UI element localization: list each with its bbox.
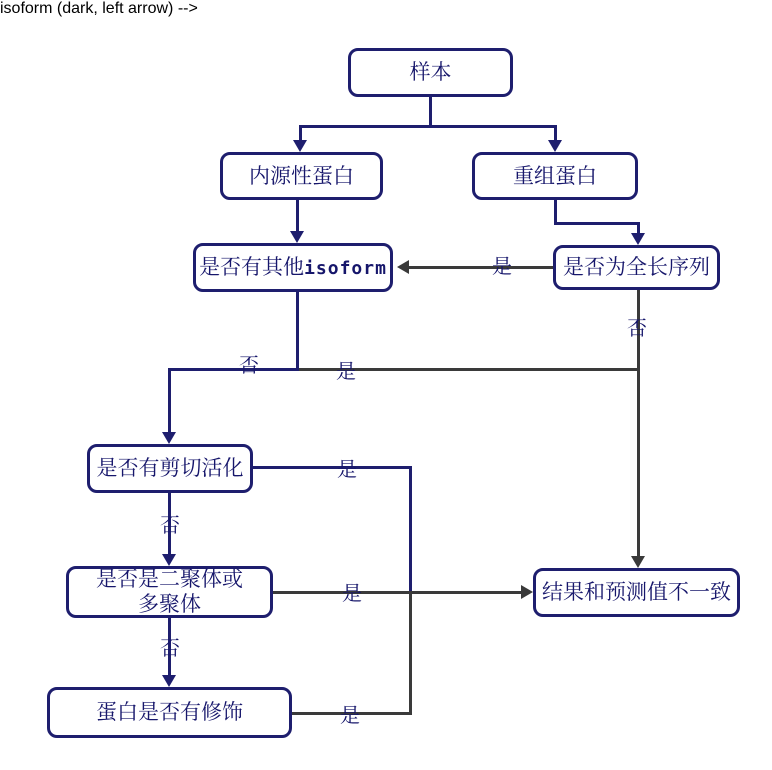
arrowhead-into-isoform (290, 231, 304, 243)
arrowhead-into-modification (162, 675, 176, 687)
connector-endogenous-to-isoform (296, 200, 299, 232)
edge-label-no-cleavage: 否 (160, 515, 180, 537)
node-cleavage-activation (87, 444, 253, 493)
connector-dimer-yes-to-result (273, 591, 523, 594)
edge-label-no-dimer: 否 (160, 638, 180, 660)
node-protein-modification (47, 687, 292, 738)
node-other-isoform (193, 243, 393, 292)
connector-junction-left (168, 368, 299, 371)
node-result-mismatch-label: 结果和预测值不一致 (542, 581, 731, 604)
connector-merge-rail-lower (409, 594, 412, 715)
flowchart-canvas: 样本 内源性蛋白 重组蛋白 是否有其他 isoform 是否为全长序列 是否有剪切活化 是否是二聚体或 多聚体 蛋白是否有修饰 结果和预测值不一致 isoform (dark, left arrow) --> 是 否 否 是 是 否 是 否 是 (0, 0, 772, 770)
edge-label-yes-isoform: 是 (336, 361, 356, 383)
arrowhead-into-dimer (162, 554, 176, 566)
node-full-length-sequence-label: 是否为全长序列 (563, 256, 710, 279)
connector-no-to-cleavage (168, 368, 171, 432)
edge-label-yes-dimer: 是 (342, 583, 362, 605)
node-dimer-multimer (66, 566, 273, 618)
node-cleavage-activation-label: 是否有剪切活化 (96, 457, 244, 480)
edge-label-no-full-length: 否 (627, 318, 647, 340)
connector-sample-split (299, 125, 557, 128)
node-sample-label: 样本 (409, 61, 452, 84)
node-other-isoform-label: 是否有其他 isoform (199, 255, 387, 279)
node-protein-modification-label: 蛋白是否有修饰 (96, 701, 243, 724)
connector-cleavage-yes (253, 466, 412, 469)
arrowhead-into-recombinant (548, 140, 562, 152)
connector-isoform-down (296, 292, 299, 369)
node-dimer-multimer-label-line2: 多聚体 (138, 593, 201, 616)
arrowhead-into-full-length (631, 233, 645, 245)
connector-full-length-yes-to-isoform (409, 266, 553, 269)
connector-merge-rail-upper (409, 466, 412, 594)
node-sample (348, 48, 513, 97)
arrowhead-into-endogenous (293, 140, 307, 152)
arrowhead-into-isoform-right (397, 260, 409, 274)
arrowhead-into-result-top (631, 556, 645, 568)
node-recombinant-protein-label: 重组蛋白 (513, 164, 597, 188)
edge-label-yes-full-length-to-isoform: 是 (492, 256, 512, 278)
arrowhead-into-cleavage (162, 432, 176, 444)
edge-label-no-isoform: 否 (239, 355, 259, 377)
arrowhead-into-result-left (521, 585, 533, 599)
connector-recombinant-right (554, 222, 640, 225)
connector-sample-stem (429, 97, 432, 125)
node-endogenous-protein-label: 内源性蛋白 (249, 164, 354, 188)
node-full-length-sequence (553, 245, 720, 290)
node-recombinant-protein (472, 152, 638, 200)
edge-label-yes-cleavage: 是 (337, 459, 357, 481)
edge-label-yes-modification: 是 (340, 705, 360, 727)
node-endogenous-protein (220, 152, 383, 200)
node-dimer-multimer-label-line1: 是否是二聚体或 (96, 568, 243, 591)
node-result-mismatch (533, 568, 740, 617)
